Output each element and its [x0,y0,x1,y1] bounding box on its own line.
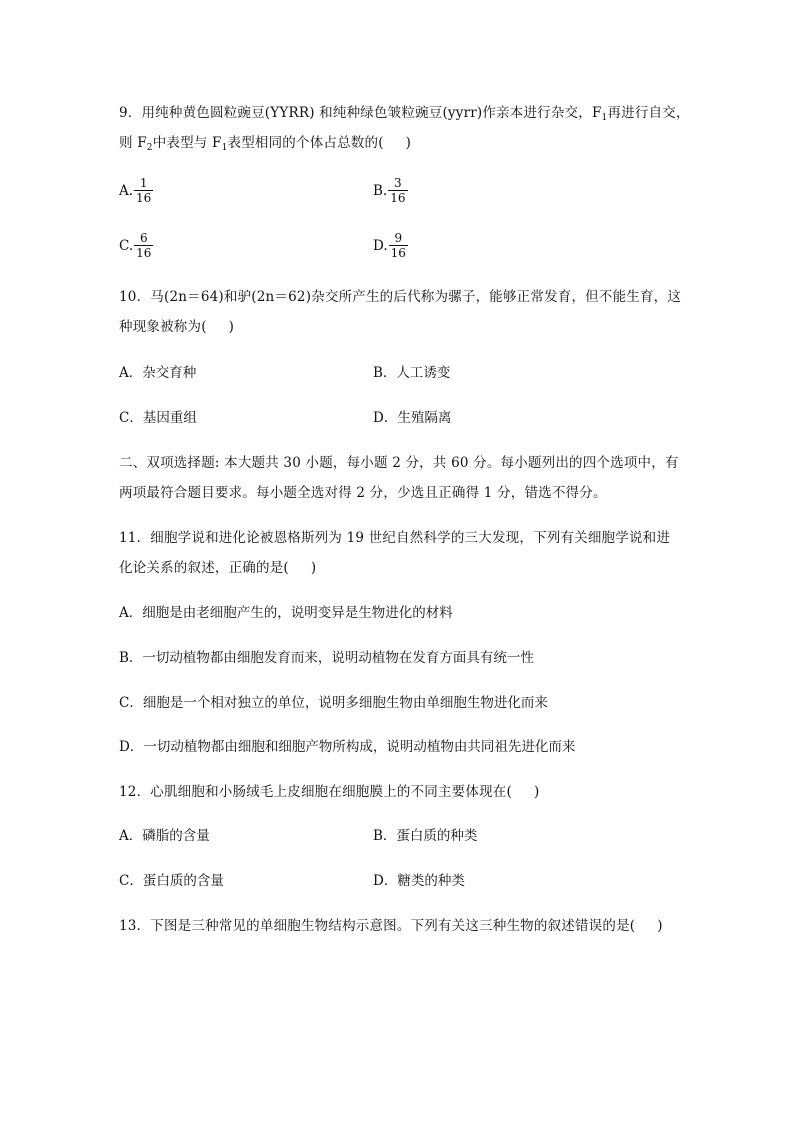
fraction: $\frac{9}{16}$ [390,231,406,260]
q12-option-b: B．蛋白质的种类 [373,828,478,844]
q10-option-d: D．生殖隔离 [373,410,452,426]
q9-stem-line1: 9．用纯种黄色圆粒豌豆(YYRR) 和纯种绿色皱粒豌豆(yyrr)作亲本进行杂交，$F_1$再进行自交， [119,105,690,123]
q11-option-d: D．一切动植物都由细胞和细胞产物所构成，说明动植物由共同祖先进化而来 [119,739,576,755]
q10-option-b: B．人工诱变 [373,365,451,381]
q12-option-c: C．蛋白质的含量 [119,873,224,889]
q10-option-a: A．杂交育种 [119,365,197,381]
q12-option-a: A．磷脂的含量 [119,828,210,844]
q13-stem: 13．下图是三种常见的单细胞生物结构示意图。下列有关这三种生物的叙述错误的是( ) [119,918,663,934]
q12-option-d: D．糖类的种类 [373,873,465,889]
q11-option-b: B．一切动植物都由细胞发育而来，说明动植物在发育方面具有统一性 [119,650,534,666]
q9-option-c: C. $\frac{6}{16}$ [119,231,152,260]
q10-stem-line1: 10．马(2n＝64)和驴(2n＝62)杂交所产生的后代称为骡子，能够正常发育，但不能生育，这 [119,289,682,305]
section2-instructions-line2: 两项最符合题目要求。每小题全选对得 2 分，少选且正确得 1 分，错选不得分。 [119,485,607,501]
fraction: $\frac{3}{16}$ [390,176,406,205]
q9-option-d: D. $\frac{9}{16}$ [373,231,406,260]
q11-option-c: C．细胞是一个相对独立的单位，说明多细胞生物由单细胞生物进化而来 [119,695,548,711]
q10-stem-line2: 种现象被称为( ) [119,319,235,335]
q12-stem: 12．心肌细胞和小肠绒毛上皮细胞在细胞膜上的不同主要体现在( ) [119,784,540,800]
q9-stem-line2: 则 $F_2$中表型与 $F_1$表型相同的个体占总数的( ) [119,135,412,153]
q11-stem-line2: 化论关系的叙述，正确的是( ) [119,560,317,576]
q9-option-b: B. $\frac{3}{16}$ [373,176,406,205]
q9-option-a: A. $\frac{1}{16}$ [119,176,152,205]
fraction: $\frac{1}{16}$ [136,176,152,205]
q10-option-c: C．基因重组 [119,410,197,426]
q11-stem-line1: 11．细胞学说和进化论被恩格斯列为 19 世纪自然科学的三大发现，下列有关细胞学说和进 [119,530,671,546]
section2-instructions-line1: 二、双项选择题: 本大题共 30 小题，每小题 2 分，共 60 分。每小题列出的四个选项中，有 [119,455,679,471]
fraction: $\frac{6}{16}$ [136,231,152,260]
q11-option-a: A．细胞是由老细胞产生的，说明变异是生物进化的材料 [119,605,453,621]
